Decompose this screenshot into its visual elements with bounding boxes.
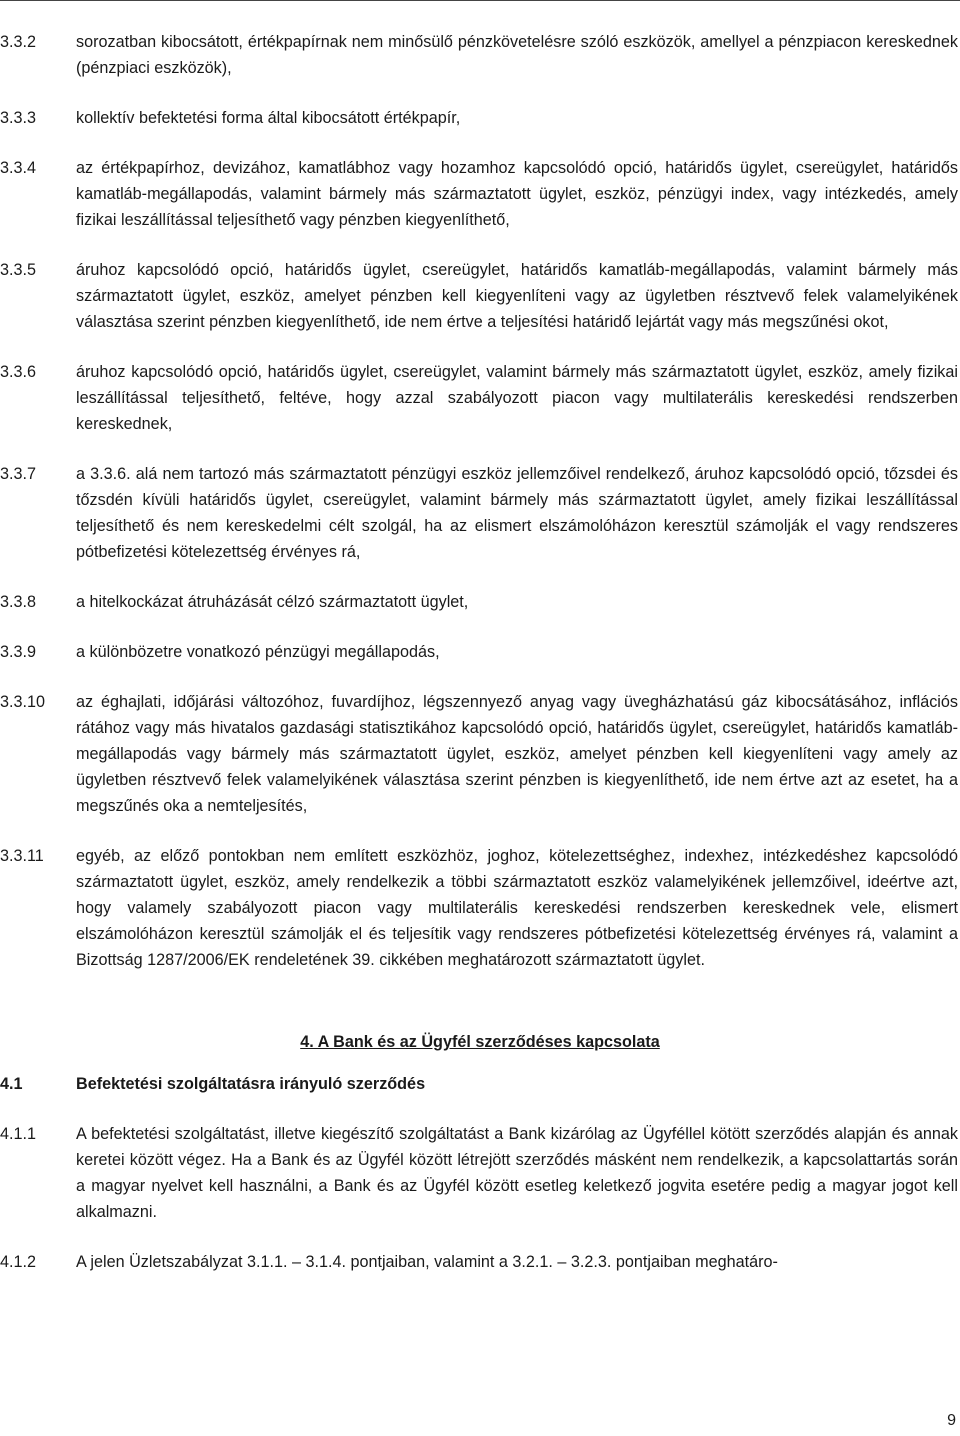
- item-text: a 3.3.6. alá nem tartozó más származtatott pénzügyi eszköz jellemzőivel rendelkező, áruhoz kapcsolódó opció, tőzsdei és tőzsdén kívüli határidős ügylet, csereügylet, valamint bármely más származtatott ügylet, amely fizikai leszállítással teljesíthető és nem kereskedelmi célt szolgál, ha az elismert elszámolóházon keresztül számolják el vagy rendszeres pótbefizetési kötelezettség érvényes rá,: [76, 465, 958, 561]
- item-number: 3.3.9: [0, 643, 37, 661]
- header-rule: [0, 0, 960, 1]
- list-item: [0, 359, 960, 437]
- item-text: sorozatban kibocsátott, értékpapírnak nem minősülő pénzkövetelésre szóló eszközök, amellyel a pénzpiacon kereskednek (pénzpiaci eszközök),: [76, 33, 958, 77]
- item-number: 3.3.10: [0, 693, 46, 711]
- item-list-3-3: [0, 29, 960, 973]
- item-text: az éghajlati, időjárási változóhoz, fuvardíjhoz, légszennyező anyag vagy üvegházhatású gáz kibocsátásához, inflációs rátához vagy más hivatalos gazdasági statisztikához kapcsolódó opció, határidős ügylet, csereügylet, határidős kamatláb-megállapodás vagy bármely más származtatott ügylet, eszköz, amelyet pénzben kell kiegyenlíteni vagy amely az ügyletben résztvevő felek valamelyikének választása szerint pénzben is kiegyenlíthető, ide nem értve azt az esetet, ha a megszűnés oka a nemteljesítés,: [76, 693, 958, 815]
- document-body: [0, 29, 960, 1299]
- section-title: 4. A Bank és az Ügyfél szerződéses kapcsolata: [300, 1033, 660, 1051]
- item-number: 4.1.2: [0, 1253, 37, 1271]
- item-number: 3.3.8: [0, 593, 37, 611]
- item-text: áruhoz kapcsolódó opció, határidős ügylet, csereügylet, valamint bármely más származtatott ügylet, eszköz, amely fizikai leszállítással teljesíthető, feltéve, hogy azzal szabályozott piacon vagy multilaterális kereskedési rendszerben kereskednek,: [76, 363, 958, 433]
- list-item: [0, 589, 960, 615]
- item-text: a hitelkockázat átruházását célzó származtatott ügylet,: [76, 593, 469, 611]
- page-number: 9: [947, 1412, 956, 1429]
- subsection-heading: [0, 1071, 960, 1097]
- list-item: [0, 29, 960, 81]
- item-text: áruhoz kapcsolódó opció, határidős ügylet, csereügylet, határidős kamatláb-megállapodás, valamint bármely más származtatott ügylet, eszköz, amelyet pénzben kell kiegyenlíteni vagy az ügyletben résztvevő felek valamelyikének választása szerint pénzben kiegyenlíthető, ide nem értve a teljesítési határidő lejártát vagy más megszűnési okot,: [76, 261, 958, 331]
- item-text: kollektív befektetési forma által kibocsátott értékpapír,: [76, 109, 461, 127]
- list-item: [0, 257, 960, 335]
- item-text: a különbözetre vonatkozó pénzügyi megállapodás,: [76, 643, 440, 661]
- subsection-number: 4.1: [0, 1075, 23, 1093]
- item-number: 3.3.11: [0, 847, 44, 865]
- item-list-4-1: [0, 1121, 960, 1275]
- item-text: A befektetési szolgáltatást, illetve kiegészítő szolgáltatást a Bank kizárólag az Ügyféllel kötött szerződés alapján és annak keretei között végez. Ha a Bank és az Ügyfél között létrejött szerződés másként nem rendelkezik, a kapcsolattartás során a magyar nyelvet kell használni, a Bank és az Ügyfél között esetleg keletkező jogvita esetére pedig a magyar jogot kell alkalmazni.: [76, 1125, 958, 1221]
- item-text: az értékpapírhoz, devizához, kamatlábhoz vagy hozamhoz kapcsolódó opció, határidős ügylet, csereügylet, határidős kamatláb-megállapodás, valamint bármely más származtatott ügylet, eszköz, pénzügyi index, vagy intézkedés, amely fizikai leszállítással teljesíthető vagy pénzben kiegyenlíthető,: [76, 159, 958, 229]
- item-number: 3.3.6: [0, 363, 37, 381]
- list-item: [0, 461, 960, 565]
- item-number: 3.3.7: [0, 465, 37, 483]
- item-number: 3.3.5: [0, 261, 37, 279]
- list-item: [0, 1121, 960, 1225]
- item-number: 3.3.2: [0, 33, 37, 51]
- subsection-title: Befektetési szolgáltatásra irányuló szerződés: [76, 1075, 426, 1093]
- list-item: [0, 155, 960, 233]
- list-item: [0, 843, 960, 973]
- item-text: egyéb, az előző pontokban nem említett eszközhöz, joghoz, kötelezettséghez, indexhez, intézkedéshez kapcsolódó származtatott ügylet, eszköz, amely rendelkezik a többi származtatott eszköz valamelyikének jellemzőivel, ideértve azt, hogy valamely szabályozott piacon vagy multilaterális kereskedési rendszerben kereskednek vele, elismert elszámolóházon keresztül számolják el és teljesítik vagy rendszeres pótbefizetési kötelezettség érvényes rá, valamint a Bizottság 1287/2006/EK rendeletének 39. cikkében meghatározott származtatott ügylet.: [76, 847, 958, 969]
- item-text: A jelen Üzletszabályzat 3.1.1. – 3.1.4. pontjaiban, valamint a 3.2.1. – 3.2.3. pontjaiban meghatáro-: [76, 1253, 778, 1271]
- list-item: [0, 639, 960, 665]
- list-item: [0, 689, 960, 819]
- list-item: [0, 105, 960, 131]
- list-item: [0, 1249, 960, 1275]
- item-number: 3.3.4: [0, 159, 37, 177]
- item-number: 3.3.3: [0, 109, 37, 127]
- item-number: 4.1.1: [0, 1125, 37, 1143]
